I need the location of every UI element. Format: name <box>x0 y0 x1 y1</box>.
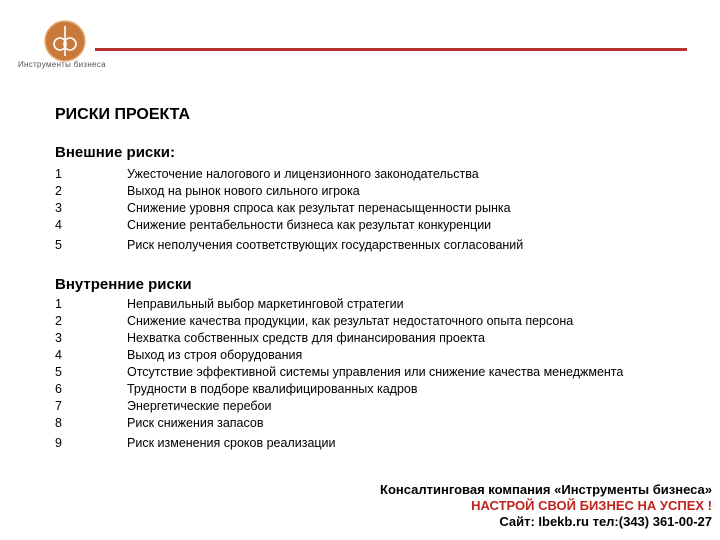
item-number: 1 <box>55 297 62 311</box>
list-item <box>55 313 623 330</box>
item-number: 3 <box>55 331 62 345</box>
item-text: Риск снижения запасов <box>127 416 264 430</box>
item-number: 3 <box>55 201 62 215</box>
company-logo <box>44 20 86 62</box>
logo-caption: Инструменты бизнеса <box>18 60 106 69</box>
item-number: 4 <box>55 348 62 362</box>
item-number: 5 <box>55 365 62 379</box>
item-text: Ужесточение налогового и лицензионного законодательства <box>127 167 479 181</box>
company-name: Консалтинговая компания «Инструменты бизнеса» <box>380 482 712 497</box>
item-number: 9 <box>55 436 62 450</box>
item-text: Неправильный выбор маркетинговой стратегии <box>127 297 404 311</box>
item-text: Снижение уровня спроса как результат перенасыщенности рынка <box>127 201 511 215</box>
item-text: Снижение качества продукции, как результат недостаточного опыта персона <box>127 314 574 328</box>
internal-risks-heading: Внутренние риски <box>55 276 192 293</box>
slogan: НАСТРОЙ СВОЙ БИЗНЕС НА УСПЕХ ! <box>471 498 712 513</box>
item-text: Нехватка собственных средств для финансирования проекта <box>127 331 485 345</box>
list-item <box>55 415 623 432</box>
item-text: Энергетические перебои <box>127 399 272 413</box>
list-item <box>55 364 623 381</box>
header-divider <box>95 48 687 51</box>
list-item <box>55 330 623 347</box>
item-number: 2 <box>55 314 62 328</box>
item-text: Риск неполучения соответствующих государственных согласований <box>127 238 524 252</box>
internal-risks-list <box>55 296 623 452</box>
list-item <box>55 183 523 200</box>
item-text: Выход из строя оборудования <box>127 348 303 362</box>
item-number: 6 <box>55 382 62 396</box>
list-item <box>55 296 623 313</box>
contacts: Сайт: Ibekb.ru тел:(343) 361-00-27 <box>499 514 712 529</box>
item-text: Отсутствие эффективной системы управления или снижение качества менеджмента <box>127 365 624 379</box>
item-number: 7 <box>55 399 62 413</box>
external-risks-heading: Внешние риски: <box>55 144 175 161</box>
item-number: 1 <box>55 167 62 181</box>
list-item <box>55 166 523 183</box>
external-risks-list <box>55 166 523 254</box>
list-item <box>55 217 523 234</box>
item-number: 5 <box>55 238 62 252</box>
item-text: Трудности в подборе квалифицированных кадров <box>127 382 418 396</box>
item-number: 2 <box>55 184 62 198</box>
item-text: Выход на рынок нового сильного игрока <box>127 184 360 198</box>
item-text: Риск изменения сроков реализации <box>127 436 336 450</box>
list-item <box>55 347 623 364</box>
page-title: РИСКИ ПРОЕКТА <box>55 106 190 123</box>
list-item <box>55 381 623 398</box>
item-number: 8 <box>55 416 62 430</box>
item-text: Снижение рентабельности бизнеса как результат конкуренции <box>127 218 492 232</box>
list-item <box>55 237 523 254</box>
list-item <box>55 200 523 217</box>
item-number: 4 <box>55 218 62 232</box>
list-item <box>55 398 623 415</box>
list-item <box>55 435 623 452</box>
footer <box>380 482 712 530</box>
